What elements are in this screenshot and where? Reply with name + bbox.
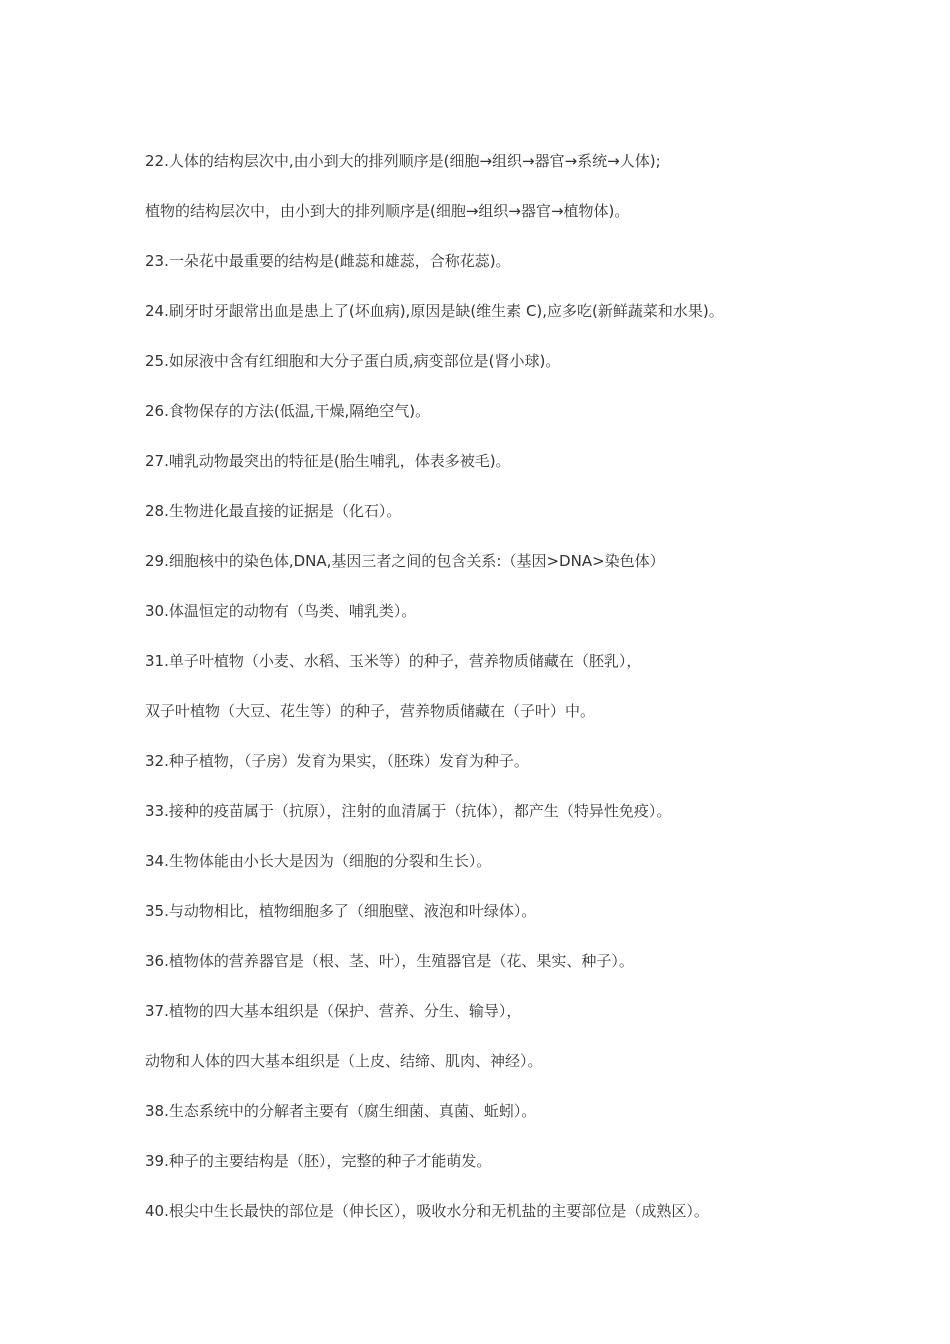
text-line-27: 27.哺乳动物最突出的特征是(胎生哺乳，体表多被毛)。	[145, 452, 511, 470]
text-line-36: 36.植物体的营养器官是（根、茎、叶），生殖器官是（花、果实、种子）。	[145, 952, 634, 970]
text-line-35: 35.与动物相比，植物细胞多了（细胞壁、液泡和叶绿体）。	[145, 902, 537, 920]
text-line-37a: 37.植物的四大基本组织是（保护、营养、分生、输导），	[145, 1002, 522, 1020]
text-line-32: 32.种子植物，（子房）发育为果实，（胚珠）发育为种子。	[145, 752, 529, 770]
text-line-33: 33.接种的疫苗属于（抗原），注射的血清属于（抗体），都产生（特异性免疫）。	[145, 802, 672, 820]
text-line-24: 24.刷牙时牙龈常出血是患上了(坏血病),原因是缺(维生素 C),应多吃(新鲜蔬菜和水果)。	[145, 302, 724, 320]
text-line-34: 34.生物体能由小长大是因为（细胞的分裂和生长）。	[145, 852, 492, 870]
text-line-28: 28.生物进化最直接的证据是（化石）。	[145, 502, 402, 520]
text-line-40: 40.根尖中生长最快的部位是（伸长区），吸收水分和无机盐的主要部位是（成熟区）。	[145, 1202, 709, 1220]
text-line-37b: 动物和人体的四大基本组织是（上皮、结缔、肌肉、神经）。	[145, 1052, 543, 1070]
text-line-30: 30.体温恒定的动物有（鸟类、哺乳类）。	[145, 602, 417, 620]
text-line-26: 26.食物保存的方法(低温,干燥,隔绝空气)。	[145, 402, 431, 420]
text-line-22b: 植物的结构层次中，由小到大的排列顺序是(细胞→组织→器官→植物体)。	[145, 202, 630, 220]
text-line-22a: 22.人体的结构层次中,由小到大的排列顺序是(细胞→组织→器官→系统→人体);	[145, 152, 661, 170]
text-line-31a: 31.单子叶植物（小麦、水稻、玉米等）的种子，营养物质储藏在（胚乳），	[145, 652, 642, 670]
text-line-23: 23.一朵花中最重要的结构是(雌蕊和雄蕊，合称花蕊)。	[145, 252, 511, 270]
text-line-31b: 双子叶植物（大豆、花生等）的种子，营养物质储藏在（子叶）中。	[145, 702, 596, 720]
text-line-29: 29.细胞核中的染色体,DNA,基因三者之间的包含关系:（基因>DNA>染色体）	[145, 552, 665, 570]
document-body	[145, 148, 925, 1248]
text-line-39: 39.种子的主要结构是（胚），完整的种子才能萌发。	[145, 1152, 492, 1170]
text-line-25: 25.如尿液中含有红细胞和大分子蛋白质,病变部位是(肾小球)。	[145, 352, 561, 370]
text-line-38: 38.生态系统中的分解者主要有（腐生细菌、真菌、蚯蚓）。	[145, 1102, 537, 1120]
